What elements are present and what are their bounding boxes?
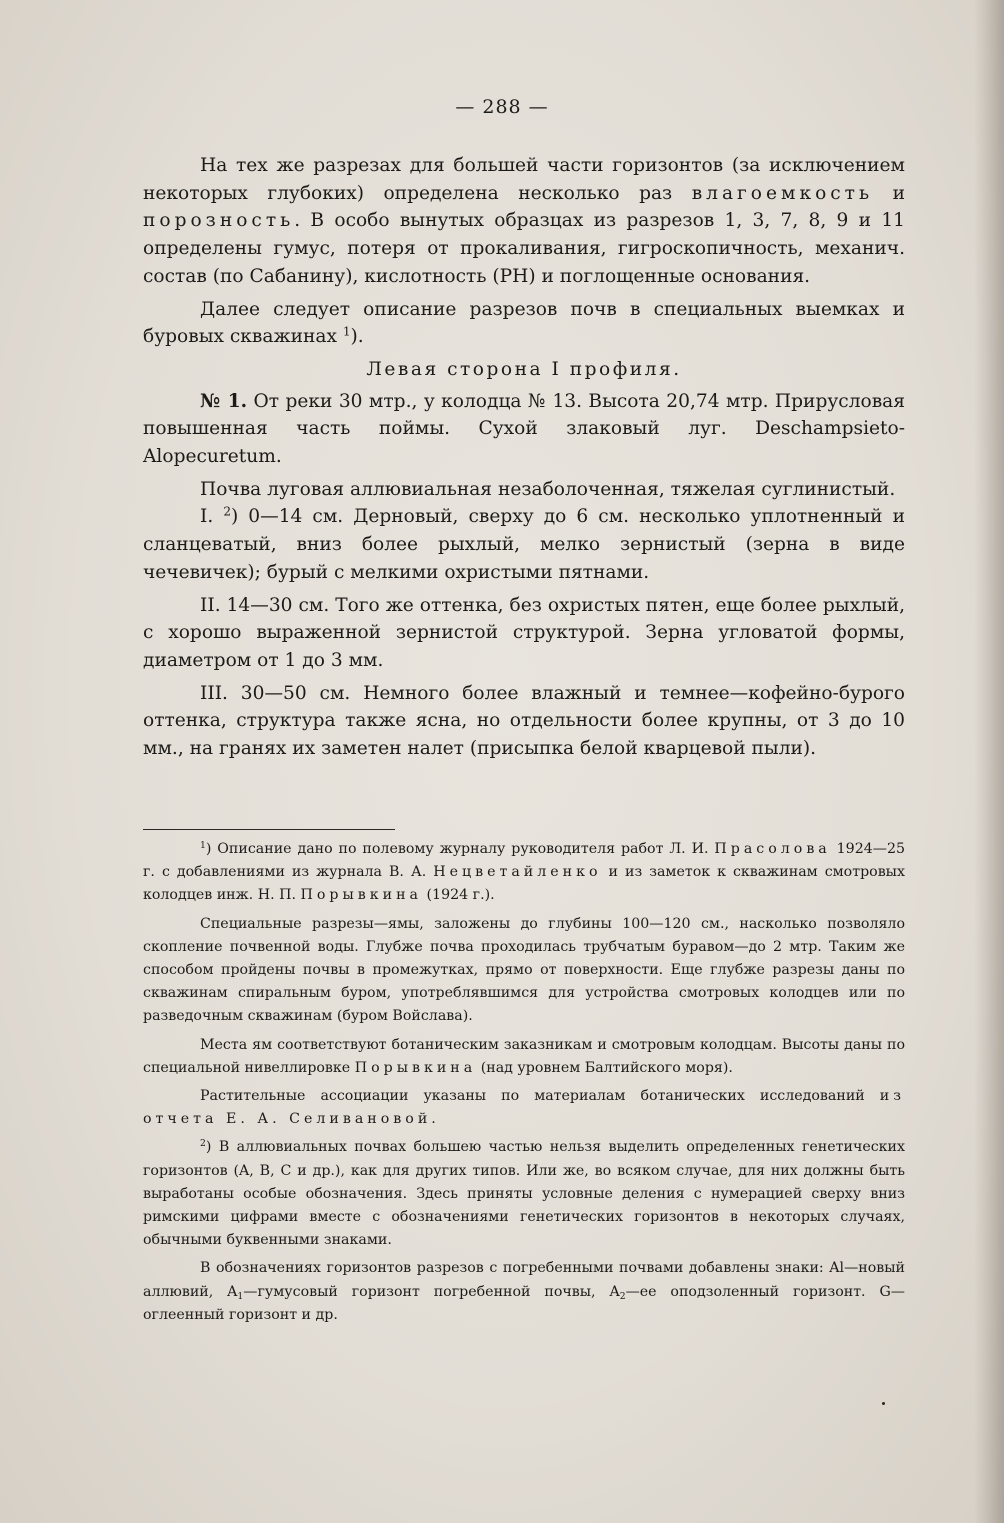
footnote-divider bbox=[143, 829, 395, 830]
ink-speck bbox=[882, 1402, 885, 1405]
footnote-horizon-notation: В обозначениях горизонтов разрезов с погребенными почвами добавлены знаки: Al—новый аллювий, $A_1—гумусовый$ горизонт погребенной почвы, $A_2—ее$ оподзоленный горизонт. G—оглеенный горизонт и др. bbox=[143, 1260, 905, 1323]
footnotes bbox=[143, 838, 905, 1327]
term-moisture-capacity: влагоемкость bbox=[691, 182, 874, 204]
horizon-3: III. 30—50 см. Немного более влажный и темнее—кофейно-бурого оттенка, структура также ясна, но отдельности более крупны, от 3 до 10 мм., на гранях их заметен налет (присыпка белой кварцевой пыли). bbox=[143, 682, 905, 760]
footnote-1-special-sections: Специальные разрезы—ямы, заложены до глубины 100—120 см., насколько позволяло скопление почвенной воды. Глубже почва проходилась трубчатым буравом—до 2 мтр. Таким же способом пройдены почвы в промежутках, прямо от поверхности. Еще глубже разрезы даны по скважинам спиральным буром, употреблявшимся для устройства смотровых колодцев или по разведочным скважинам (буром Войслава). bbox=[143, 915, 905, 1025]
footnote-ref-1: 1 bbox=[342, 324, 351, 339]
horizon-1: I. $^2$) 0—14 см. Дерновый, сверху до 6 см. несколько уплотненный и сланцеватый, вниз более рыхлый, мелко зернистый (зерна в виде чечевичек); бурый с мелкими охристыми пятнами. bbox=[143, 504, 905, 583]
section-heading: Левая сторона I профиля. bbox=[366, 358, 682, 380]
main-text bbox=[143, 152, 905, 763]
paragraph-moisture: На тех же разрезах для большей части горизонтов (за исключением некоторых глубоких) определена несколько раз влагоемкость и порозность. В особо вынутых образцах из разрезов 1, 3, 7, 8, 9 и 11 определены гумус, потеря от прокаливания, гигроскопичность, механич. состав (по Сабанину), кислотность (PH) и поглощенные основания. bbox=[143, 155, 905, 287]
author-name: Порывкина bbox=[300, 887, 422, 904]
footnote-2: $^2$) В аллювиальных почвах большею частью нельзя выделить определенных генетических горизонтов (A, B, C и др.), как для других типов. Или же, во всяком случае, для них должны быть выработаны особые обозначения. Здесь приняты условные деления с нумерацией сверху вниз римскими цифрами вместе с обозначениями генетических горизонтов в некоторых случаях, обычными буквенными знаками. bbox=[143, 1138, 905, 1249]
author-name: Прасолова bbox=[714, 841, 831, 857]
footnote-1: $^1$) Описание дано по полевому журналу руководителя работ Л. И. Прасолова 1924—25 г. с добавлениями из журнала В. А. Нецветайленко и из заметок к скважинам смотровых колодцев инж. Н. П. Порывкина (1924 г.). bbox=[143, 839, 906, 904]
author-name: из отчета Е. А. Селивановой bbox=[143, 1088, 905, 1128]
soil-description: Почва луговая аллювиальная незаболоченная, тяжелая суглинистый. bbox=[200, 478, 896, 500]
author-name: Нецветайленко bbox=[433, 864, 602, 881]
footnote-1-locations: Места ям соответствуют ботаническим заказникам и смотровым колодцам. Высоты даны по специальной нивеллировке Порывкина (над уровнем Балтийского моря). bbox=[143, 1036, 905, 1076]
paragraph-description-intro: Далее следует описание разрезов почв в специальных выемках и буровых скважинах $^1$). bbox=[143, 298, 905, 348]
footnote-ref-2: 2 bbox=[223, 504, 231, 519]
profile-number: № 1. bbox=[200, 390, 248, 412]
footnote-1-associations: Растительные ассоциации указаны по материалам ботанических исследований из отчета Е. А. Селивановой. bbox=[143, 1088, 905, 1128]
page-number: — 288 — bbox=[455, 96, 549, 118]
page-spine-shadow bbox=[974, 0, 1004, 1523]
author-name: Порывкина bbox=[354, 1059, 477, 1076]
term-porosity: порозность bbox=[143, 210, 295, 232]
horizon-2: II. 14—30 см. Того же оттенка, без охристых пятен, еще более рыхлый, с хорошо выраженной зернистой структурой. Зерна угловатой формы, диаметром от 1 до 3 мм. bbox=[143, 594, 905, 671]
profile-1-header: № 1. От реки 30 мтр., у колодца № 13. Высота 20,74 мтр. Прирусловая повышенная часть поймы. Сухой злаковый луг. Deschampsieto-Alopecuretum. bbox=[143, 390, 905, 468]
